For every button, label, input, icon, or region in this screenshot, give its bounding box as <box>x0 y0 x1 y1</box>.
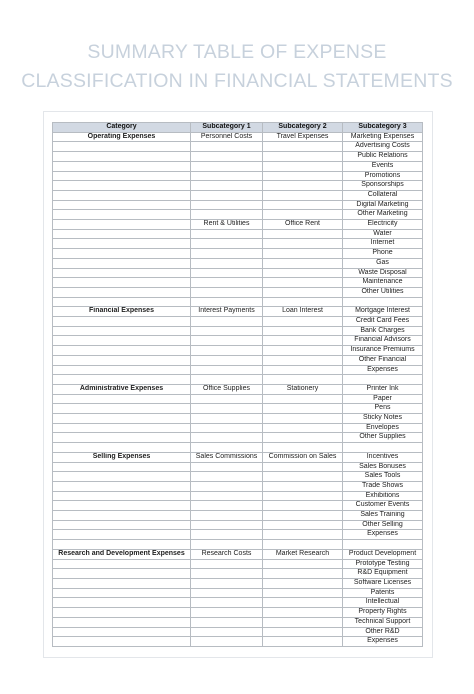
table-row <box>53 433 423 443</box>
subcategory-2-cell <box>263 511 343 521</box>
subcategory-1-cell <box>191 355 263 365</box>
category-cell <box>53 462 191 472</box>
category-cell <box>53 617 191 627</box>
subcategory-2-cell <box>263 355 343 365</box>
table-row <box>53 569 423 579</box>
subcategory-3-cell: Software Licenses <box>343 578 423 588</box>
table-row <box>53 578 423 588</box>
subcategory-3-cell: Financial Advisors <box>343 336 423 346</box>
subcategory-1-cell <box>191 491 263 501</box>
category-cell <box>53 297 191 307</box>
subcategory-1-cell <box>191 142 263 152</box>
subcategory-3-cell: Maintenance <box>343 278 423 288</box>
category-cell <box>53 268 191 278</box>
category-cell <box>53 258 191 268</box>
subcategory-2-cell <box>263 365 343 375</box>
subcategory-2-cell <box>263 414 343 424</box>
category-cell: Financial Expenses <box>53 307 191 317</box>
table-row <box>53 414 423 424</box>
subcategory-2-cell <box>263 423 343 433</box>
category-cell <box>53 559 191 569</box>
category-cell <box>53 346 191 356</box>
subcategory-3-cell <box>343 443 423 453</box>
subcategory-2-cell <box>263 530 343 540</box>
table-row <box>53 423 423 433</box>
subcategory-3-cell: Other Marketing <box>343 210 423 220</box>
category-cell <box>53 317 191 327</box>
subcategory-1-cell <box>191 249 263 259</box>
category-cell <box>53 443 191 453</box>
subcategory-2-cell <box>263 142 343 152</box>
subcategory-1-cell <box>191 229 263 239</box>
category-cell <box>53 326 191 336</box>
subcategory-3-cell: Trade Shows <box>343 481 423 491</box>
subcategory-3-cell: Digital Marketing <box>343 200 423 210</box>
subcategory-2-cell <box>263 598 343 608</box>
subcategory-1-cell <box>191 239 263 249</box>
table-row <box>53 394 423 404</box>
category-cell <box>53 190 191 200</box>
table-row <box>53 210 423 220</box>
table-row <box>53 317 423 327</box>
category-cell <box>53 200 191 210</box>
subcategory-1-cell <box>191 375 263 385</box>
subcategory-1-cell: Research Costs <box>191 549 263 559</box>
subcategory-3-cell <box>343 540 423 550</box>
category-cell <box>53 278 191 288</box>
subcategory-3-cell: Incentives <box>343 452 423 462</box>
subcategory-1-cell: Personnel Costs <box>191 132 263 142</box>
subcategory-2-cell <box>263 394 343 404</box>
category-cell <box>53 627 191 637</box>
table-row <box>53 462 423 472</box>
category-cell: Selling Expenses <box>53 452 191 462</box>
subcategory-1-cell <box>191 637 263 647</box>
subcategory-2-cell <box>263 637 343 647</box>
category-cell <box>53 530 191 540</box>
category-cell <box>53 355 191 365</box>
subcategory-3-cell: Credit Card Fees <box>343 317 423 327</box>
subcategory-2-cell <box>263 181 343 191</box>
subcategory-3-cell: Phone <box>343 249 423 259</box>
table-row <box>53 452 423 462</box>
subcategory-1-cell <box>191 365 263 375</box>
subcategory-1-cell <box>191 404 263 414</box>
category-cell: Operating Expenses <box>53 132 191 142</box>
subcategory-3-cell: Property Rights <box>343 608 423 618</box>
subcategory-3-cell: Other Financial <box>343 355 423 365</box>
subcategory-3-cell: Patents <box>343 588 423 598</box>
table-row <box>53 249 423 259</box>
table-row <box>53 287 423 297</box>
table-row <box>53 491 423 501</box>
subcategory-2-cell <box>263 258 343 268</box>
subcategory-2-cell: Stationery <box>263 384 343 394</box>
table-row <box>53 229 423 239</box>
category-cell <box>53 598 191 608</box>
subcategory-2-cell <box>263 200 343 210</box>
subcategory-3-cell: Other Supplies <box>343 433 423 443</box>
category-cell <box>53 423 191 433</box>
category-cell <box>53 472 191 482</box>
subcategory-1-cell <box>191 578 263 588</box>
table-row <box>53 258 423 268</box>
subcategory-1-cell <box>191 336 263 346</box>
table-row <box>53 278 423 288</box>
category-cell <box>53 210 191 220</box>
table-row <box>53 511 423 521</box>
table-row <box>53 239 423 249</box>
subcategory-1-cell: Office Supplies <box>191 384 263 394</box>
subcategory-1-cell <box>191 190 263 200</box>
subcategory-2-cell <box>263 472 343 482</box>
subcategory-3-cell: Expenses <box>343 530 423 540</box>
table-row <box>53 501 423 511</box>
category-cell <box>53 511 191 521</box>
category-cell <box>53 404 191 414</box>
subcategory-2-cell <box>263 617 343 627</box>
table-row <box>53 365 423 375</box>
subcategory-3-cell: Bank Charges <box>343 326 423 336</box>
subcategory-1-cell <box>191 588 263 598</box>
table-row <box>53 152 423 162</box>
table-row <box>53 530 423 540</box>
category-cell: Research and Development Expenses <box>53 549 191 559</box>
subcategory-3-cell: Exhibitions <box>343 491 423 501</box>
subcategory-2-cell <box>263 627 343 637</box>
subcategory-3-cell: Public Relations <box>343 152 423 162</box>
subcategory-2-cell <box>263 491 343 501</box>
category-cell <box>53 433 191 443</box>
subcategory-3-cell: Prototype Testing <box>343 559 423 569</box>
subcategory-3-cell: Events <box>343 161 423 171</box>
table-row <box>53 181 423 191</box>
subcategory-1-cell <box>191 598 263 608</box>
table-row <box>53 355 423 365</box>
table-row <box>53 171 423 181</box>
subcategory-2-cell <box>263 317 343 327</box>
category-cell <box>53 608 191 618</box>
category-cell <box>53 287 191 297</box>
subcategory-2-cell: Commission on Sales <box>263 452 343 462</box>
subcategory-1-cell: Rent & Utilities <box>191 220 263 230</box>
subcategory-2-cell <box>263 569 343 579</box>
page-title-line-2: CLASSIFICATION IN FINANCIAL STATEMENTS <box>21 70 453 92</box>
subcategory-3-cell: Electricity <box>343 220 423 230</box>
subcategory-1-cell <box>191 200 263 210</box>
subcategory-1-cell: Sales Commissions <box>191 452 263 462</box>
subcategory-3-cell: Other Utilities <box>343 287 423 297</box>
subcategory-2-cell <box>263 239 343 249</box>
subcategory-3-cell: Sticky Notes <box>343 414 423 424</box>
subcategory-3-cell: Gas <box>343 258 423 268</box>
subcategory-3-cell: Waste Disposal <box>343 268 423 278</box>
table-row <box>53 190 423 200</box>
category-cell <box>53 578 191 588</box>
subcategory-2-cell: Travel Expenses <box>263 132 343 142</box>
subcategory-2-cell: Office Rent <box>263 220 343 230</box>
subcategory-1-cell <box>191 481 263 491</box>
table-row <box>53 336 423 346</box>
subcategory-1-cell <box>191 210 263 220</box>
subcategory-3-cell: Pens <box>343 404 423 414</box>
subcategory-1-cell <box>191 608 263 618</box>
header-subcategory-1: Subcategory 1 <box>191 123 263 133</box>
subcategory-3-cell: Product Development <box>343 549 423 559</box>
subcategory-1-cell <box>191 511 263 521</box>
subcategory-3-cell: Intellectual <box>343 598 423 608</box>
subcategory-2-cell <box>263 375 343 385</box>
header-category: Category <box>53 123 191 133</box>
subcategory-3-cell: Sales Bonuses <box>343 462 423 472</box>
subcategory-3-cell: Internet <box>343 239 423 249</box>
subcategory-2-cell <box>263 540 343 550</box>
subcategory-3-cell: Mortgage Interest <box>343 307 423 317</box>
subcategory-1-cell <box>191 433 263 443</box>
subcategory-1-cell <box>191 268 263 278</box>
category-cell <box>53 161 191 171</box>
page-title-line-1: SUMMARY TABLE OF EXPENSE <box>87 41 387 63</box>
subcategory-1-cell <box>191 569 263 579</box>
subcategory-1-cell <box>191 540 263 550</box>
table-body <box>53 132 423 646</box>
category-cell <box>53 239 191 249</box>
subcategory-2-cell <box>263 559 343 569</box>
subcategory-2-cell <box>263 287 343 297</box>
table-row <box>53 559 423 569</box>
header-subcategory-2: Subcategory 2 <box>263 123 343 133</box>
subcategory-2-cell <box>263 336 343 346</box>
category-cell <box>53 249 191 259</box>
subcategory-1-cell <box>191 627 263 637</box>
category-cell <box>53 220 191 230</box>
subcategory-2-cell <box>263 433 343 443</box>
subcategory-2-cell <box>263 326 343 336</box>
subcategory-1-cell <box>191 346 263 356</box>
table-row <box>53 472 423 482</box>
subcategory-2-cell <box>263 297 343 307</box>
table-row <box>53 588 423 598</box>
subcategory-1-cell <box>191 161 263 171</box>
subcategory-3-cell: Water <box>343 229 423 239</box>
category-cell <box>53 501 191 511</box>
subcategory-1-cell <box>191 326 263 336</box>
subcategory-3-cell: Insurance Premiums <box>343 346 423 356</box>
subcategory-3-cell: Sales Tools <box>343 472 423 482</box>
subcategory-1-cell <box>191 414 263 424</box>
subcategory-3-cell: Collateral <box>343 190 423 200</box>
category-cell <box>53 491 191 501</box>
subcategory-1-cell <box>191 501 263 511</box>
category-cell <box>53 588 191 598</box>
subcategory-2-cell <box>263 229 343 239</box>
subcategory-1-cell <box>191 171 263 181</box>
page-title <box>0 38 474 96</box>
category-cell <box>53 142 191 152</box>
subcategory-3-cell: Expenses <box>343 365 423 375</box>
table-row <box>53 598 423 608</box>
table-row <box>53 200 423 210</box>
subcategory-1-cell <box>191 287 263 297</box>
subcategory-3-cell: Other R&D <box>343 627 423 637</box>
subcategory-2-cell: Loan Interest <box>263 307 343 317</box>
subcategory-2-cell <box>263 171 343 181</box>
category-cell <box>53 414 191 424</box>
subcategory-3-cell: Printer Ink <box>343 384 423 394</box>
category-cell <box>53 365 191 375</box>
subcategory-3-cell <box>343 297 423 307</box>
subcategory-2-cell: Market Research <box>263 549 343 559</box>
subcategory-2-cell <box>263 608 343 618</box>
subcategory-1-cell <box>191 297 263 307</box>
subcategory-1-cell <box>191 530 263 540</box>
subcategory-1-cell <box>191 317 263 327</box>
table-row <box>53 549 423 559</box>
subcategory-1-cell <box>191 617 263 627</box>
table-row <box>53 443 423 453</box>
subcategory-3-cell: Other Selling <box>343 520 423 530</box>
subcategory-1-cell <box>191 443 263 453</box>
subcategory-2-cell <box>263 404 343 414</box>
header-subcategory-3: Subcategory 3 <box>343 123 423 133</box>
subcategory-1-cell <box>191 258 263 268</box>
subcategory-2-cell <box>263 210 343 220</box>
table-row <box>53 540 423 550</box>
subcategory-2-cell <box>263 346 343 356</box>
category-cell <box>53 375 191 385</box>
subcategory-1-cell: Interest Payments <box>191 307 263 317</box>
subcategory-3-cell: R&D Equipment <box>343 569 423 579</box>
category-cell <box>53 229 191 239</box>
table-row <box>53 268 423 278</box>
subcategory-1-cell <box>191 559 263 569</box>
table-row <box>53 481 423 491</box>
category-cell <box>53 481 191 491</box>
subcategory-3-cell: Paper <box>343 394 423 404</box>
subcategory-3-cell: Technical Support <box>343 617 423 627</box>
category-cell <box>53 171 191 181</box>
subcategory-1-cell <box>191 423 263 433</box>
category-cell <box>53 637 191 647</box>
subcategory-2-cell <box>263 268 343 278</box>
category-cell <box>53 336 191 346</box>
category-cell <box>53 540 191 550</box>
table-row <box>53 132 423 142</box>
subcategory-2-cell <box>263 190 343 200</box>
subcategory-2-cell <box>263 278 343 288</box>
subcategory-1-cell <box>191 394 263 404</box>
table-header-row <box>53 123 423 133</box>
subcategory-2-cell <box>263 152 343 162</box>
expense-classification-table <box>52 122 423 647</box>
subcategory-3-cell: Advertising Costs <box>343 142 423 152</box>
subcategory-2-cell <box>263 481 343 491</box>
table-row <box>53 520 423 530</box>
table-row <box>53 627 423 637</box>
table-row <box>53 297 423 307</box>
subcategory-1-cell <box>191 462 263 472</box>
subcategory-2-cell <box>263 520 343 530</box>
table-row <box>53 617 423 627</box>
table-row <box>53 637 423 647</box>
category-cell <box>53 181 191 191</box>
subcategory-1-cell <box>191 181 263 191</box>
subcategory-2-cell <box>263 588 343 598</box>
subcategory-3-cell: Sales Training <box>343 511 423 521</box>
table-row <box>53 161 423 171</box>
subcategory-1-cell <box>191 278 263 288</box>
category-cell <box>53 520 191 530</box>
category-cell: Administrative Expenses <box>53 384 191 394</box>
subcategory-2-cell <box>263 161 343 171</box>
subcategory-1-cell <box>191 472 263 482</box>
subcategory-1-cell <box>191 520 263 530</box>
subcategory-2-cell <box>263 249 343 259</box>
subcategory-2-cell <box>263 578 343 588</box>
table-row <box>53 608 423 618</box>
category-cell <box>53 394 191 404</box>
subcategory-3-cell: Sponsorships <box>343 181 423 191</box>
table-row <box>53 384 423 394</box>
subcategory-2-cell <box>263 501 343 511</box>
subcategory-3-cell: Promotions <box>343 171 423 181</box>
category-cell <box>53 569 191 579</box>
table-row <box>53 142 423 152</box>
subcategory-2-cell <box>263 462 343 472</box>
table-row <box>53 375 423 385</box>
table-row <box>53 404 423 414</box>
subcategory-3-cell: Expenses <box>343 637 423 647</box>
table-row <box>53 326 423 336</box>
subcategory-1-cell <box>191 152 263 162</box>
table-row <box>53 307 423 317</box>
subcategory-3-cell: Envelopes <box>343 423 423 433</box>
category-cell <box>53 152 191 162</box>
table-row <box>53 346 423 356</box>
subcategory-2-cell <box>263 443 343 453</box>
table-row <box>53 220 423 230</box>
subcategory-3-cell <box>343 375 423 385</box>
subcategory-3-cell: Customer Events <box>343 501 423 511</box>
subcategory-3-cell: Marketing Expenses <box>343 132 423 142</box>
